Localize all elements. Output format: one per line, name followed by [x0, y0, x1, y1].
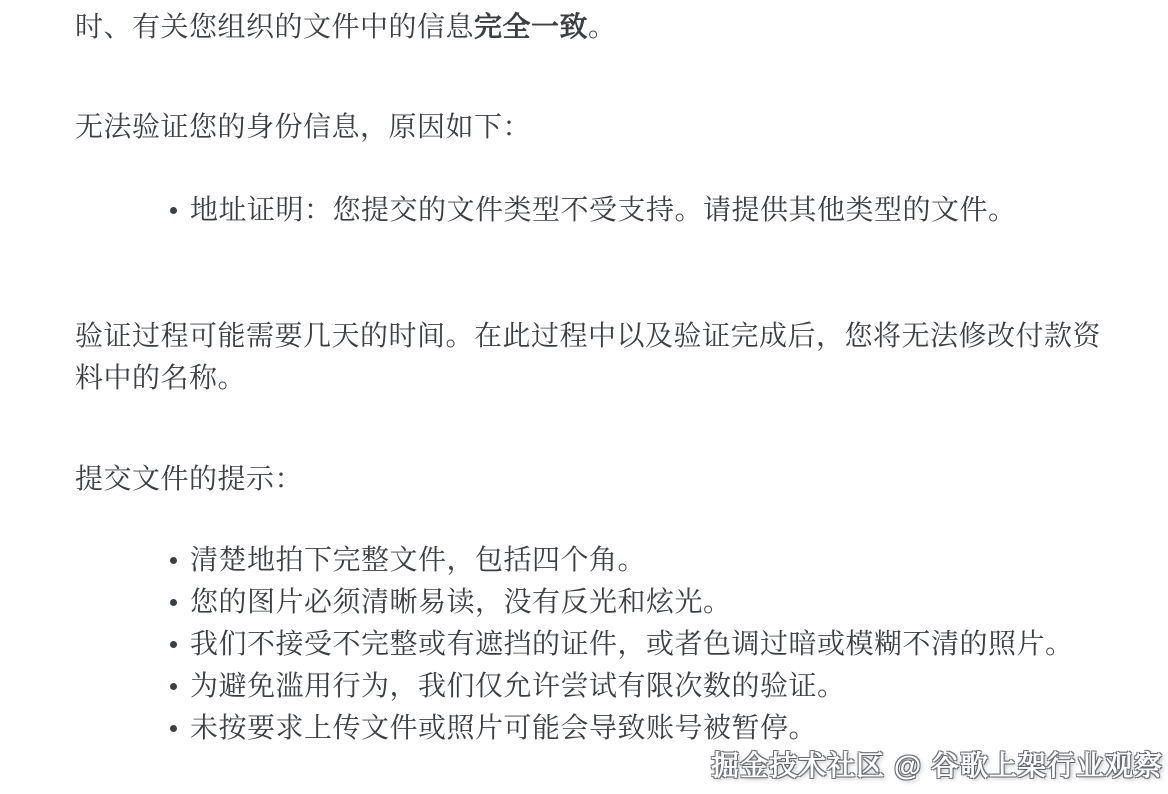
submission-tips-list: [170, 539, 1074, 749]
bullet-dot: [170, 207, 177, 214]
tip-item-text: 您的图片必须清晰易读，没有反光和炫光。: [190, 586, 732, 617]
bullet-dot: [170, 641, 177, 648]
verification-failure-intro: 无法验证您的身份信息，原因如下：: [75, 111, 532, 142]
watermark: [711, 744, 1163, 784]
bullet-dot: [170, 725, 177, 732]
clipped-text-tail: 。: [588, 11, 617, 42]
tip-item-text: 我们不接受不完整或有遮挡的证件，或者色调过暗或模糊不清的照片。: [190, 628, 1074, 659]
list-item: [170, 539, 1074, 581]
list-item: [170, 623, 1074, 665]
tip-item-text: 清楚地拍下完整文件，包括四个角。: [190, 544, 647, 575]
bullet-dot: [170, 599, 177, 606]
reason-item-text: 地址证明：您提交的文件类型不受支持。请提供其他类型的文件。: [190, 194, 1017, 225]
list-item: [170, 581, 1074, 623]
failure-reason-list: [170, 189, 1017, 231]
bullet-dot: [170, 683, 177, 690]
watermark-text: 掘金技术社区 @ 谷歌上架行业观察: [711, 750, 1163, 781]
list-item: [170, 665, 1074, 707]
list-item: [170, 707, 1074, 749]
clipped-text-regular: 时、有关您组织的文件中的信息: [75, 11, 475, 42]
clipped-top-paragraph: [75, 6, 617, 48]
clipped-text-bold: 完全一致: [474, 11, 589, 42]
tip-item-text: 未按要求上传文件或照片可能会导致账号被暂停。: [190, 712, 818, 743]
verification-duration-paragraph: 验证过程可能需要几天的时间。在此过程中以及验证完成后，您将无法修改付款资料中的名称。: [75, 320, 1102, 393]
list-item: [170, 189, 1017, 231]
bullet-dot: [170, 557, 177, 564]
tip-item-text: 为避免滥用行为，我们仅允许尝试有限次数的验证。: [190, 670, 846, 701]
tips-heading: 提交文件的提示：: [75, 463, 304, 494]
